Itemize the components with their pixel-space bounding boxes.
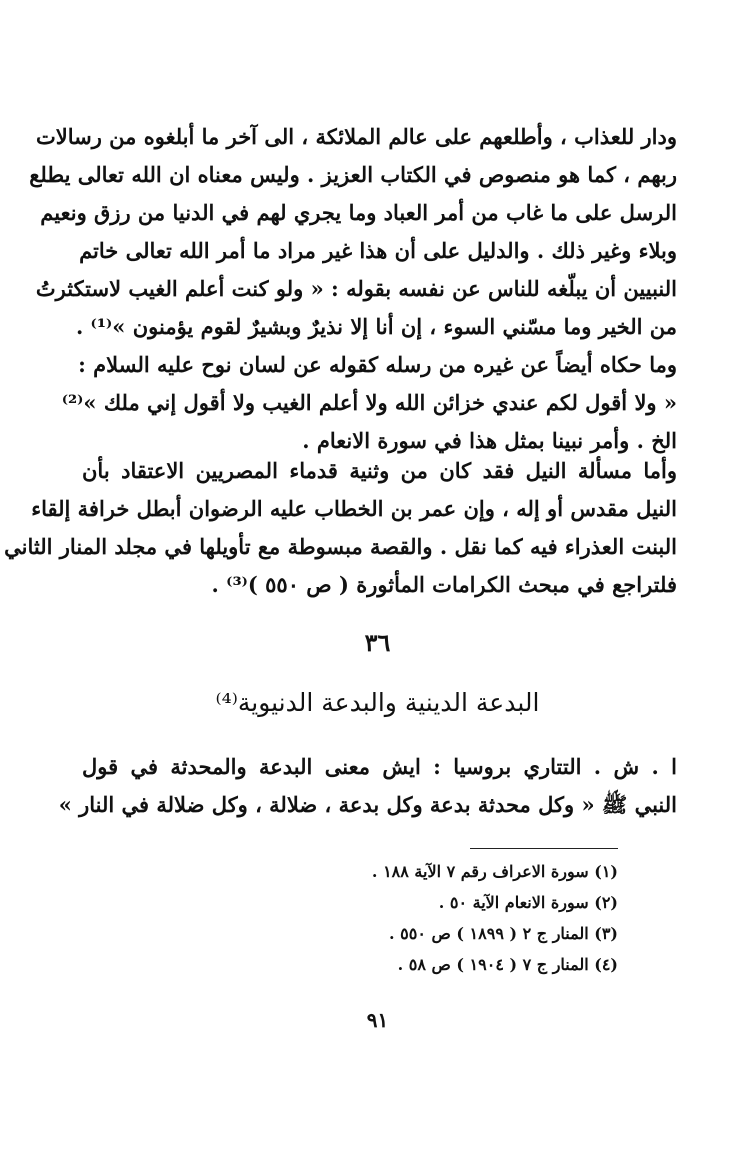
text-line: النبي ﷺ « وكل محدثة بدعة وكل بدعة ، ضلالة ، وكل ضلالة في النار »: [58, 792, 677, 817]
footnote-divider: [470, 848, 618, 849]
section-title: البدعة الدينية والبدعة الدنيوية⁽⁴⁾: [215, 688, 540, 717]
text-line: وأما مسألة النيل فقد كان من وثنية قدماء المصريين الاعتقاد بأن: [82, 458, 677, 483]
page-number: ٩١: [366, 1008, 389, 1032]
text-line: فلتراجع في مبحث الكرامات المأثورة ( ص ٥٥٠ )⁽³⁾ .: [211, 572, 677, 597]
section-number: ٣٦: [364, 628, 391, 657]
paragraph-prophets-unseen: [29, 118, 677, 460]
text-line: « ولا أقول لكم عندي خزائن الله ولا أعلم الغيب ولا أقول إني ملك »⁽²⁾: [61, 390, 677, 415]
text-line: الخ . وأمر نبينا بمثل هذا في سورة الانعام .: [302, 428, 677, 453]
paragraph-question-bida: [58, 748, 677, 824]
paragraph-nile-question: [4, 452, 677, 604]
text-line: ودار للعذاب ، وأطلعهم على عالم الملائكة ، الى آخر ما أبلغوه من رسالات: [35, 124, 677, 149]
footnotes: [300, 856, 618, 980]
footnote-item: (٣) المنار ج ٢ ( ١٨٩٩ ) ص ٥٥٠ .: [388, 924, 618, 943]
footnote-item: (٤) المنار ج ٧ ( ١٩٠٤ ) ص ٥٨ .: [397, 955, 618, 974]
text-line: وبلاء وغير ذلك . والدليل على أن هذا غير مراد ما أمر الله تعالى خاتم: [79, 238, 677, 263]
text-line: النبيين أن يبلّغه للناس عن نفسه بقوله : « ولو كنت أعلم الغيب لاستكثرتُ: [35, 276, 677, 301]
text-line: وما حكاه أيضاً عن غيره من رسله كقوله عن لسان نوح عليه السلام :: [78, 352, 677, 377]
text-line: النيل مقدس أو إله ، وإن عمر بن الخطاب عليه الرضوان أبطل خرافة إلقاء: [31, 496, 677, 521]
text-line: الرسل على ما غاب من أمر العباد وما يجري لهم في الدنيا من رزق ونعيم: [40, 200, 677, 225]
text-line: ا . ش . التتاري بروسيا : ايش معنى البدعة والمحدثة في قول: [82, 754, 677, 779]
footnote-item: (٢) سورة الانعام الآية ٥٠ .: [438, 893, 618, 912]
text-line: ربهم ، كما هو منصوص في الكتاب العزيز . وليس معناه ان الله تعالى يطلع: [29, 162, 677, 187]
text-line: البنت العذراء فيه كما نقل . والقصة مبسوطة مع تأويلها في مجلد المنار الثاني: [4, 534, 677, 559]
footnote-item: (١) سورة الاعراف رقم ٧ الآية ١٨٨ .: [371, 862, 618, 881]
text-line: من الخير وما مسّني السوء ، إن أنا إلا نذيرٌ وبشيرٌ لقوم يؤمنون »⁽¹⁾ .: [75, 314, 677, 339]
